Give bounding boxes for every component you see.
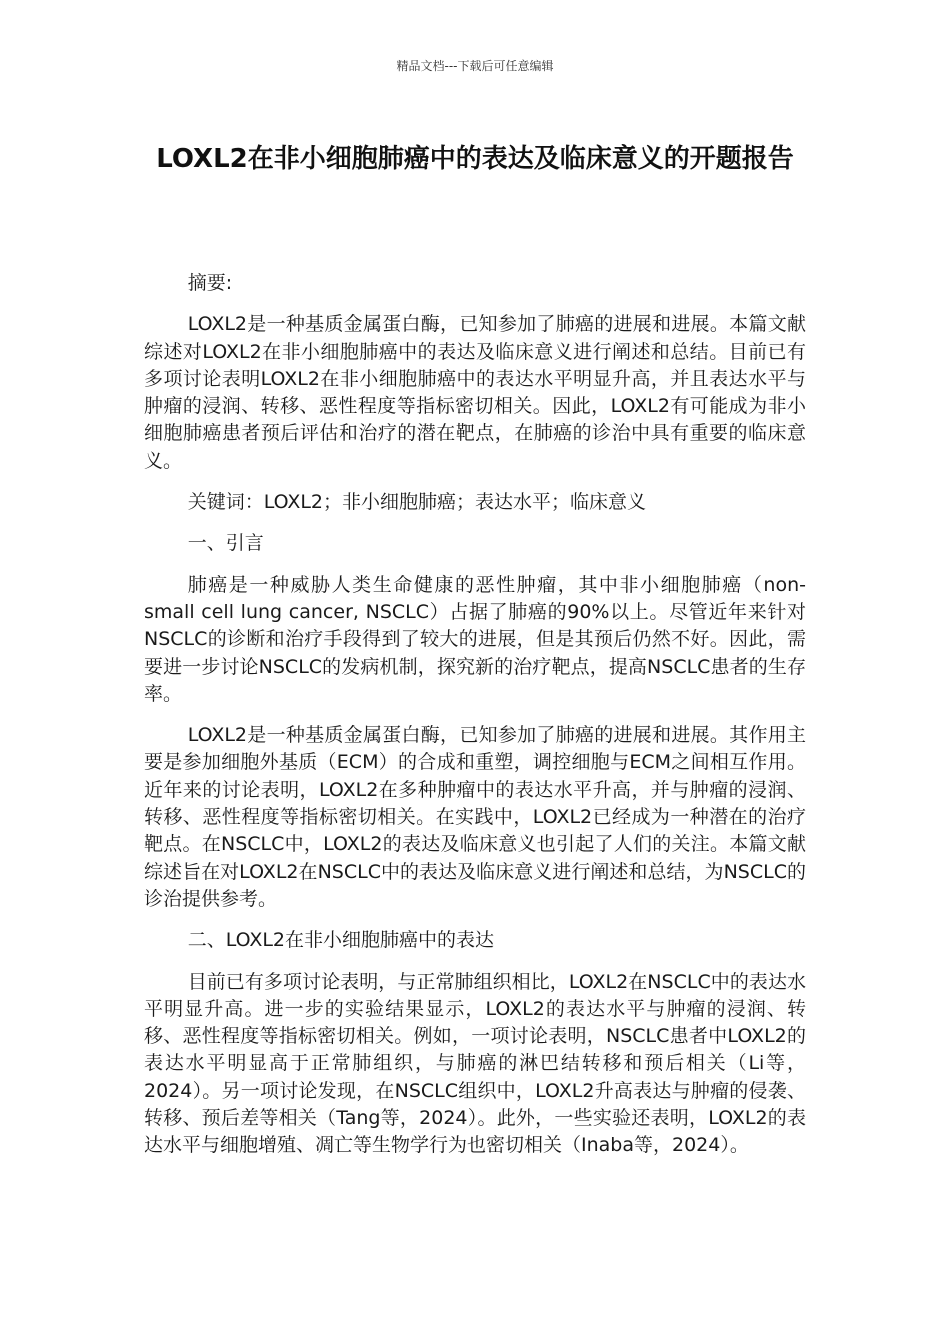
section-2-heading: 二、LOXL2在非小细胞肺癌中的表达 [187,929,495,952]
abstract-paragraph: LOXL2是一种基质金属蛋白酶，已知参加了肺癌的进展和进展。本篇文献综述对LOXL2在非小细胞肺癌中的表达及临床意义进行阐述和总结。目前已有多项讨论表明LOXL2在非小细胞肺癌中的表达水平明显升高，并且表达水平与肿瘤的浸润、转移、恶性程度等指标密切相关。因此，LOXL2有可能成为非小细胞肺癌患者预后评估和治疗的潜在靶点，在肺癌的诊治中具有重要的临床意义。 [144,313,806,472]
abstract-label: 摘要: [187,272,233,294]
document-body [144,270,806,1170]
section-2-paragraph-1: 目前已有多项讨论表明，与正常肺组织相比，LOXL2在NSCLC中的表达水平明显升高。进一步的实验结果显示，LOXL2的表达水平与肿瘤的浸润、转移、恶性程度等指标密切相关。例如，一项讨论表明，NSCLC患者中LOXL2的表达水平明显高于正常肺组织，与肺癌的淋巴结转移和预后相关（Li等，2024）。另一项讨论发现，在NSCLC组织中，LOXL2升高表达与肿瘤的侵袭、转移、预后差等相关（Tang等，2024）。此外，一些实验还表明，LOXL2的表达水平与细胞增殖、凋亡等生物学行为也密切相关（Inaba等，2024）。 [144,970,806,1157]
section-1-paragraph-2: LOXL2是一种基质金属蛋白酶，已知参加了肺癌的进展和进展。其作用主要是参加细胞外基质（ECM）的合成和重塑，调控细胞与ECM之间相互作用。近年来的讨论表明，LOXL2在多种肿瘤中的表达水平升高，并与肿瘤的浸润、转移、恶性程度等指标密切相关。在实践中，LOXL2已经成为一种潜在的治疗靶点。在NSCLC中，LOXL2的表达及临床意义也引起了人们的关注。本篇文献综述旨在对LOXL2在NSCLC中的表达及临床意义进行阐述和总结，为NSCLC的诊治提供参考。 [144,724,806,910]
keywords: 关键词：LOXL2；非小细胞肺癌；表达水平；临床意义 [187,491,647,514]
document-title: LOXL2在非小细胞肺癌中的表达及临床意义的开题报告 [156,144,794,174]
page-header: 精品文档---下载后可任意编辑 [396,59,554,73]
section-1-heading: 一、引言 [187,532,264,555]
section-1-paragraph-1: 肺癌是一种威胁人类生命健康的恶性肿瘤，其中非小细胞肺癌（non-small cell lung cancer, NSCLC）占据了肺癌的90%以上。尽管近年来针对NSCLC的诊断和治疗手段得到了较大的进展，但是其预后仍然不好。因此，需要进一步讨论NSCLC的发病机制，探究新的治疗靶点，提高NSCLC患者的生存率。 [144,573,806,705]
